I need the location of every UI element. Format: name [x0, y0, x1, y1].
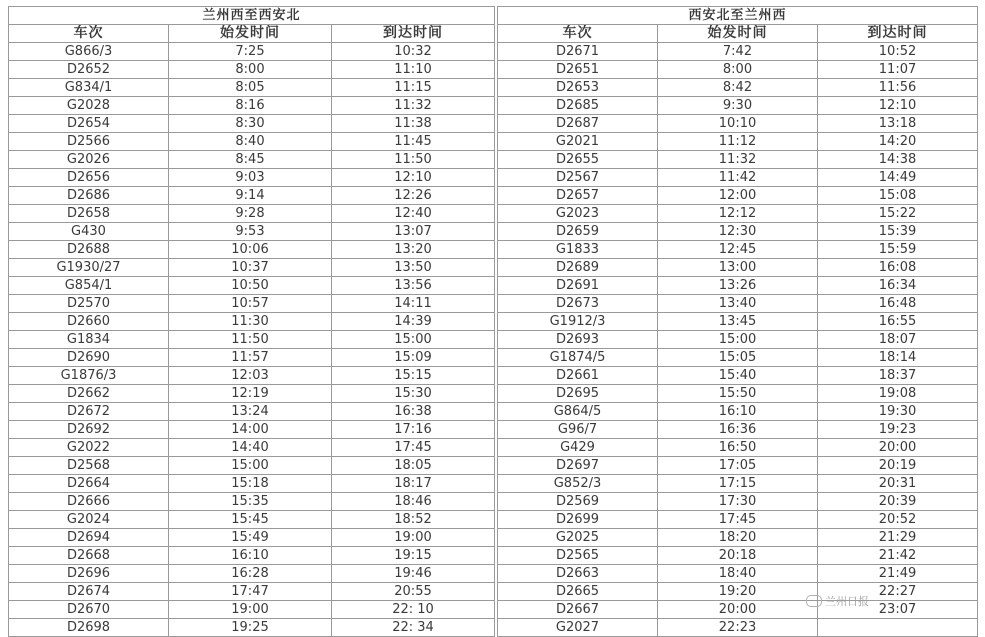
- left-departure-time: 7:25: [169, 43, 332, 61]
- right-arrival-time: 20:39: [818, 493, 978, 511]
- right-train-number: D2697: [498, 457, 658, 475]
- right-arrival-time: 14:20: [818, 133, 978, 151]
- left-departure-time: 15:35: [169, 493, 332, 511]
- left-arrival-time: 20:55: [332, 583, 495, 601]
- right-header-train: 车次: [498, 25, 658, 43]
- right-train-number: D2691: [498, 277, 658, 295]
- left-train-number: D2652: [9, 61, 169, 79]
- right-departure-time: 11:32: [658, 151, 818, 169]
- left-arrival-time: 13:20: [332, 241, 495, 259]
- right-arrival-time: 20:00: [818, 439, 978, 457]
- right-arrival-time: 11:07: [818, 61, 978, 79]
- left-train-number: G2028: [9, 97, 169, 115]
- left-train-number: D2658: [9, 205, 169, 223]
- left-arrival-time: 11:45: [332, 133, 495, 151]
- left-train-number: D2690: [9, 349, 169, 367]
- left-arrival-time: 19:00: [332, 529, 495, 547]
- table-row: [9, 259, 978, 277]
- left-departure-time: 8:30: [169, 115, 332, 133]
- left-departure-time: 10:37: [169, 259, 332, 277]
- table-row: [9, 223, 978, 241]
- right-train-number: D2671: [498, 43, 658, 61]
- right-departure-time: 15:40: [658, 367, 818, 385]
- right-arrival-time: 16:34: [818, 277, 978, 295]
- right-departure-time: 15:00: [658, 331, 818, 349]
- right-train-number: D2695: [498, 385, 658, 403]
- table-row: [9, 367, 978, 385]
- right-train-number: D2667: [498, 601, 658, 619]
- left-arrival-time: 17:45: [332, 439, 495, 457]
- right-departure-time: 20:00: [658, 601, 818, 619]
- right-train-number: G1833: [498, 241, 658, 259]
- left-train-number: D2660: [9, 313, 169, 331]
- right-departure-time: 22:23: [658, 619, 818, 637]
- left-departure-time: 11:57: [169, 349, 332, 367]
- right-departure-time: 10:10: [658, 115, 818, 133]
- left-arrival-time: 13:56: [332, 277, 495, 295]
- table-row: [9, 403, 978, 421]
- left-train-number: D2664: [9, 475, 169, 493]
- right-departure-time: 11:12: [658, 133, 818, 151]
- left-departure-time: 17:47: [169, 583, 332, 601]
- table-row: [9, 349, 978, 367]
- table-row: [9, 295, 978, 313]
- right-departure-time: 7:42: [658, 43, 818, 61]
- left-arrival-time: 18:46: [332, 493, 495, 511]
- right-departure-time: 12:45: [658, 241, 818, 259]
- right-train-number: D2699: [498, 511, 658, 529]
- left-arrival-time: 15:30: [332, 385, 495, 403]
- left-arrival-time: 13:50: [332, 259, 495, 277]
- left-departure-time: 15:18: [169, 475, 332, 493]
- left-departure-time: 9:53: [169, 223, 332, 241]
- right-arrival-time: 18:37: [818, 367, 978, 385]
- table-row: [9, 61, 978, 79]
- table-row: [9, 79, 978, 97]
- timetable-wrapper: [8, 6, 977, 637]
- right-arrival-time: 19:30: [818, 403, 978, 421]
- table-row: [9, 547, 978, 565]
- left-arrival-time: 19:15: [332, 547, 495, 565]
- right-departure-time: 13:00: [658, 259, 818, 277]
- left-arrival-time: 15:15: [332, 367, 495, 385]
- table-row: [9, 151, 978, 169]
- right-departure-time: 13:45: [658, 313, 818, 331]
- right-departure-time: 15:50: [658, 385, 818, 403]
- right-arrival-time: 12:10: [818, 97, 978, 115]
- right-train-number: G96/7: [498, 421, 658, 439]
- right-departure-time: 18:20: [658, 529, 818, 547]
- left-departure-time: 8:05: [169, 79, 332, 97]
- left-departure-time: 10:06: [169, 241, 332, 259]
- table-row: [9, 439, 978, 457]
- timetable-body: [9, 43, 978, 637]
- left-train-number: D2686: [9, 187, 169, 205]
- right-arrival-time: [818, 619, 978, 637]
- right-departure-time: 17:05: [658, 457, 818, 475]
- left-train-number: D2668: [9, 547, 169, 565]
- left-train-number: D2568: [9, 457, 169, 475]
- table-row: [9, 241, 978, 259]
- table-row: [9, 205, 978, 223]
- right-train-number: D2685: [498, 97, 658, 115]
- left-train-number: D2674: [9, 583, 169, 601]
- table-row: [9, 115, 978, 133]
- left-direction-title: 兰州西至西安北: [9, 7, 495, 25]
- left-arrival-time: 12:10: [332, 169, 495, 187]
- right-header-arrive: 到达时间: [818, 25, 978, 43]
- left-departure-time: 9:28: [169, 205, 332, 223]
- left-header-depart: 始发时间: [169, 25, 332, 43]
- right-arrival-time: 14:38: [818, 151, 978, 169]
- left-arrival-time: 12:40: [332, 205, 495, 223]
- right-arrival-time: 20:31: [818, 475, 978, 493]
- table-row: [9, 475, 978, 493]
- column-header-row: [9, 25, 978, 43]
- table-row: [9, 97, 978, 115]
- right-departure-time: 9:30: [658, 97, 818, 115]
- right-arrival-time: 13:18: [818, 115, 978, 133]
- left-train-number: D2670: [9, 601, 169, 619]
- table-row: [9, 331, 978, 349]
- right-arrival-time: 20:19: [818, 457, 978, 475]
- left-arrival-time: 18:05: [332, 457, 495, 475]
- left-arrival-time: 11:50: [332, 151, 495, 169]
- right-arrival-time: 23:07: [818, 601, 978, 619]
- left-train-number: G1834: [9, 331, 169, 349]
- right-arrival-time: 16:55: [818, 313, 978, 331]
- left-train-number: D2688: [9, 241, 169, 259]
- watermark: [806, 593, 869, 609]
- left-departure-time: 14:00: [169, 421, 332, 439]
- right-arrival-time: 15:59: [818, 241, 978, 259]
- right-departure-time: 12:30: [658, 223, 818, 241]
- left-train-number: G430: [9, 223, 169, 241]
- table-row: [9, 187, 978, 205]
- right-train-number: G2023: [498, 205, 658, 223]
- right-train-number: D2565: [498, 547, 658, 565]
- right-train-number: G1874/5: [498, 349, 658, 367]
- right-train-number: D2665: [498, 583, 658, 601]
- left-departure-time: 15:45: [169, 511, 332, 529]
- left-arrival-time: 16:38: [332, 403, 495, 421]
- left-departure-time: 16:10: [169, 547, 332, 565]
- left-departure-time: 12:19: [169, 385, 332, 403]
- right-arrival-time: 21:49: [818, 565, 978, 583]
- left-arrival-time: 15:00: [332, 331, 495, 349]
- right-departure-time: 16:36: [658, 421, 818, 439]
- left-departure-time: 12:03: [169, 367, 332, 385]
- right-train-number: D2661: [498, 367, 658, 385]
- right-arrival-time: 11:56: [818, 79, 978, 97]
- right-train-number: D2693: [498, 331, 658, 349]
- left-train-number: D2654: [9, 115, 169, 133]
- table-row: [9, 169, 978, 187]
- right-departure-time: 16:50: [658, 439, 818, 457]
- left-arrival-time: 18:17: [332, 475, 495, 493]
- right-arrival-time: 15:08: [818, 187, 978, 205]
- right-departure-time: 20:18: [658, 547, 818, 565]
- left-train-number: G866/3: [9, 43, 169, 61]
- table-row: [9, 457, 978, 475]
- left-train-number: D2570: [9, 295, 169, 313]
- right-train-number: D2657: [498, 187, 658, 205]
- left-train-number: G2026: [9, 151, 169, 169]
- table-row: [9, 511, 978, 529]
- left-train-number: D2662: [9, 385, 169, 403]
- left-header-arrive: 到达时间: [332, 25, 495, 43]
- table-row: [9, 619, 978, 637]
- left-arrival-time: 13:07: [332, 223, 495, 241]
- right-train-number: G1912/3: [498, 313, 658, 331]
- left-train-number: D2672: [9, 403, 169, 421]
- right-train-number: D2663: [498, 565, 658, 583]
- left-departure-time: 8:40: [169, 133, 332, 151]
- right-arrival-time: 10:52: [818, 43, 978, 61]
- left-train-number: G1930/27: [9, 259, 169, 277]
- table-row: [9, 43, 978, 61]
- right-train-number: D2687: [498, 115, 658, 133]
- left-departure-time: 19:25: [169, 619, 332, 637]
- right-departure-time: 13:40: [658, 295, 818, 313]
- right-train-number: G852/3: [498, 475, 658, 493]
- left-train-number: G2024: [9, 511, 169, 529]
- left-train-number: G2022: [9, 439, 169, 457]
- left-arrival-time: 11:32: [332, 97, 495, 115]
- direction-title-row: [9, 7, 978, 25]
- table-row: [9, 493, 978, 511]
- left-arrival-time: 11:38: [332, 115, 495, 133]
- left-departure-time: 15:00: [169, 457, 332, 475]
- left-arrival-time: 15:09: [332, 349, 495, 367]
- right-departure-time: 17:15: [658, 475, 818, 493]
- right-train-number: D2655: [498, 151, 658, 169]
- right-arrival-time: 19:08: [818, 385, 978, 403]
- left-arrival-time: 14:11: [332, 295, 495, 313]
- left-header-train: 车次: [9, 25, 169, 43]
- right-departure-time: 15:05: [658, 349, 818, 367]
- left-arrival-time: 22: 10: [332, 601, 495, 619]
- left-train-number: D2694: [9, 529, 169, 547]
- left-departure-time: 16:28: [169, 565, 332, 583]
- right-departure-time: 12:00: [658, 187, 818, 205]
- left-departure-time: 9:14: [169, 187, 332, 205]
- right-train-number: D2567: [498, 169, 658, 187]
- right-arrival-time: 21:42: [818, 547, 978, 565]
- right-departure-time: 19:20: [658, 583, 818, 601]
- right-train-number: D2653: [498, 79, 658, 97]
- right-direction-title: 西安北至兰州西: [498, 7, 978, 25]
- table-row: [9, 565, 978, 583]
- right-departure-time: 18:40: [658, 565, 818, 583]
- right-arrival-time: 16:08: [818, 259, 978, 277]
- right-arrival-time: 21:29: [818, 529, 978, 547]
- right-train-number: G429: [498, 439, 658, 457]
- right-arrival-time: 15:39: [818, 223, 978, 241]
- right-train-number: D2659: [498, 223, 658, 241]
- table-row: [9, 277, 978, 295]
- left-arrival-time: 11:10: [332, 61, 495, 79]
- left-train-number: D2566: [9, 133, 169, 151]
- table-row: [9, 133, 978, 151]
- left-arrival-time: 18:52: [332, 511, 495, 529]
- right-departure-time: 16:10: [658, 403, 818, 421]
- table-row: [9, 385, 978, 403]
- left-departure-time: 10:50: [169, 277, 332, 295]
- left-departure-time: 11:50: [169, 331, 332, 349]
- table-row: [9, 421, 978, 439]
- right-train-number: G2027: [498, 619, 658, 637]
- right-train-number: D2673: [498, 295, 658, 313]
- left-departure-time: 19:00: [169, 601, 332, 619]
- left-train-number: G834/1: [9, 79, 169, 97]
- left-arrival-time: 17:16: [332, 421, 495, 439]
- left-arrival-time: 22: 34: [332, 619, 495, 637]
- left-departure-time: 9:03: [169, 169, 332, 187]
- left-train-number: G854/1: [9, 277, 169, 295]
- right-train-number: G864/5: [498, 403, 658, 421]
- right-train-number: G2021: [498, 133, 658, 151]
- right-departure-time: 11:42: [658, 169, 818, 187]
- right-train-number: D2569: [498, 493, 658, 511]
- left-train-number: D2656: [9, 169, 169, 187]
- left-departure-time: 8:00: [169, 61, 332, 79]
- right-arrival-time: 15:22: [818, 205, 978, 223]
- left-departure-time: 14:40: [169, 439, 332, 457]
- left-departure-time: 8:45: [169, 151, 332, 169]
- left-departure-time: 10:57: [169, 295, 332, 313]
- left-train-number: D2698: [9, 619, 169, 637]
- left-departure-time: 13:24: [169, 403, 332, 421]
- left-train-number: D2692: [9, 421, 169, 439]
- left-arrival-time: 10:32: [332, 43, 495, 61]
- left-arrival-time: 12:26: [332, 187, 495, 205]
- right-arrival-time: 14:49: [818, 169, 978, 187]
- table-row: [9, 313, 978, 331]
- right-arrival-time: 20:52: [818, 511, 978, 529]
- right-departure-time: 8:00: [658, 61, 818, 79]
- right-departure-time: 17:30: [658, 493, 818, 511]
- right-departure-time: 12:12: [658, 205, 818, 223]
- right-departure-time: 13:26: [658, 277, 818, 295]
- left-train-number: D2666: [9, 493, 169, 511]
- wechat-logo-icon: [806, 595, 822, 607]
- right-train-number: D2689: [498, 259, 658, 277]
- left-departure-time: 11:30: [169, 313, 332, 331]
- right-arrival-time: 19:23: [818, 421, 978, 439]
- table-row: [9, 529, 978, 547]
- left-departure-time: 15:49: [169, 529, 332, 547]
- left-departure-time: 8:16: [169, 97, 332, 115]
- left-arrival-time: 19:46: [332, 565, 495, 583]
- right-arrival-time: 16:48: [818, 295, 978, 313]
- right-arrival-time: 22:27: [818, 583, 978, 601]
- left-arrival-time: 11:15: [332, 79, 495, 97]
- right-train-number: G2025: [498, 529, 658, 547]
- train-timetable: [8, 6, 978, 637]
- right-train-number: D2651: [498, 61, 658, 79]
- watermark-text: 兰州日报: [825, 595, 869, 608]
- right-header-depart: 始发时间: [658, 25, 818, 43]
- right-arrival-time: 18:14: [818, 349, 978, 367]
- right-arrival-time: 18:07: [818, 331, 978, 349]
- right-departure-time: 17:45: [658, 511, 818, 529]
- left-train-number: G1876/3: [9, 367, 169, 385]
- left-arrival-time: 14:39: [332, 313, 495, 331]
- left-train-number: D2696: [9, 565, 169, 583]
- right-departure-time: 8:42: [658, 79, 818, 97]
